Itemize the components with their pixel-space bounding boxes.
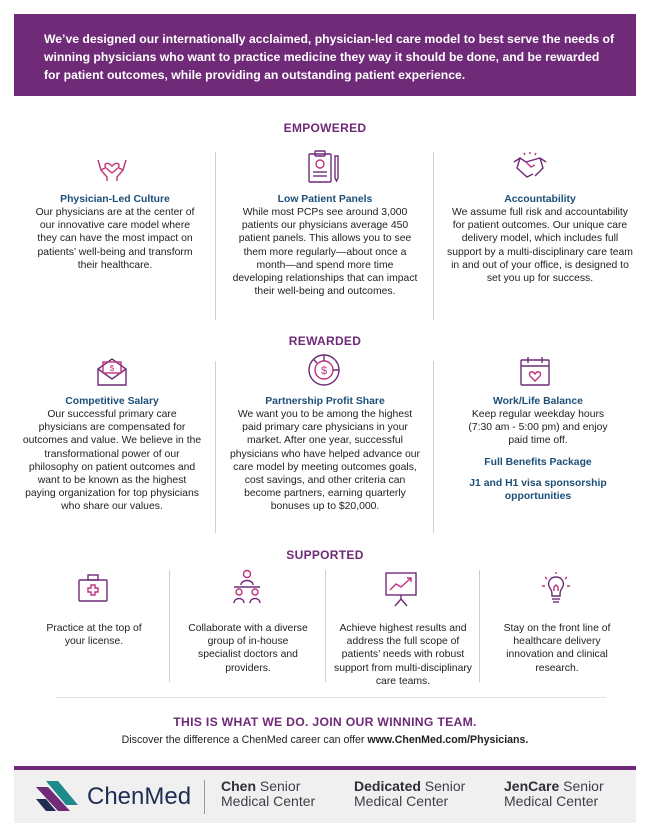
support-innovation (494, 622, 620, 675)
section-title-empowered: EMPOWERED (283, 121, 367, 135)
work-life-balance (466, 395, 610, 503)
body-text: Stay on the front line of healthcare delivery innovation and clinical research. (503, 623, 611, 674)
physician-led-culture (34, 193, 196, 272)
support-license (36, 622, 152, 648)
brand-suffix: Senior (256, 778, 301, 794)
section-title-rewarded: REWARDED (288, 334, 362, 348)
handshake-icon (513, 152, 547, 182)
support-collaborate (186, 622, 310, 675)
divider (204, 780, 205, 814)
svg-text:$: $ (109, 364, 115, 373)
accountability (446, 193, 634, 285)
clipboard-pen-icon (307, 150, 341, 184)
envelope-money-icon (96, 355, 128, 387)
body-text: While most PCPs see around 3,000 patients our physicians average 450 patient panels. This allows you to see them more regularly—about once a month—and spend more time developing relationships that can impact their well-being and outcomes. (232, 207, 418, 298)
brand-line2: Medical Center (221, 793, 316, 809)
lightbulb-icon (540, 571, 572, 607)
brand-line2: Medical Center (504, 793, 599, 809)
cta-text (0, 734, 650, 746)
brand-name: Chen (221, 778, 256, 794)
group-meeting-icon (230, 569, 264, 605)
hands-heart-icon (95, 152, 129, 182)
divider (479, 570, 480, 682)
body-text: We assume full risk and accountability for patient outcomes. Our unique care delivery model, which includes full support by a multi-disciplinary care team in and out of your office, is designed to set you up for success. (447, 207, 633, 285)
chenmed-logo-mark (34, 777, 82, 817)
intro-banner (14, 14, 636, 96)
footer-brands (14, 766, 636, 823)
visa-heading: J1 and H1 visa sponsorship opportunities (469, 477, 607, 502)
body-text: Our physicians are at the center of our innovative care model where they can have the most impact on patients’ well-being and transform their healthcare. (35, 207, 195, 271)
divider (215, 152, 216, 320)
brand-dedicated-senior (354, 779, 465, 809)
divider (56, 697, 606, 698)
medical-kit-icon (77, 573, 109, 603)
divider (169, 570, 170, 682)
dollar-pie-icon (307, 353, 341, 387)
support-results (334, 622, 472, 688)
brand-name: JenCare (504, 778, 560, 794)
body-text: We want you to be among the highest paid primary care physicians in your market. After one year, successful physicians who have helped advance our care model by meeting outcomes goals, cost savings, and other criteria can become partners, earning quarterly bonuses up to $20,000. (229, 409, 421, 513)
heading: Competitive Salary (65, 396, 159, 407)
body-text: Achieve highest results and address the full scope of patients’ needs with robust support from multi-disciplinary care teams. (334, 623, 473, 687)
brand-line2: Medical Center (354, 793, 449, 809)
partnership-profit-share (229, 395, 421, 514)
careers-link[interactable]: www.ChenMed.com/Physicians. (367, 734, 529, 746)
svg-text:$: $ (320, 365, 328, 377)
body-text: Practice at the top of your license. (46, 623, 142, 648)
section-title-supported: SUPPORTED (286, 548, 364, 562)
heading: Physician-Led Culture (60, 194, 170, 205)
intro-text: We’ve designed our internationally acclaimed, physician-led care model to best serve the needs of winning physicians who want to practice medicine they way it should be done, and be rewarded for patient outcomes, while providing an outstanding patient experience. (44, 32, 615, 82)
body-text: Our successful primary care physicians are compensated for outcomes and value. We believe in the transformational power of our philosophy on patient outcomes and want to be known as the highest paying organization for top physicians who share our values. (22, 409, 202, 513)
calendar-heart-icon (519, 355, 551, 387)
divider (433, 152, 434, 320)
heading: Partnership Profit Share (265, 396, 385, 407)
divider (325, 570, 326, 682)
cta-title: THIS IS WHAT WE DO. JOIN OUR WINNING TEAM. (173, 715, 477, 729)
heading: Work/Life Balance (493, 396, 583, 407)
brand-chen-senior (221, 779, 315, 809)
brand-name: Dedicated (354, 778, 421, 794)
brand-suffix: Senior (420, 778, 466, 794)
body-text: Keep regular weekday hours (7:30 am - 5:00 pm) and enjoy paid time off. (468, 409, 608, 447)
body-text: Collaborate with a diverse group of in-house specialist doctors and providers. (188, 623, 308, 674)
benefits-heading: Full Benefits Package (484, 456, 592, 468)
divider (215, 361, 216, 533)
heading: Low Patient Panels (277, 194, 373, 205)
cta-body: Discover the difference a ChenMed career can offer (121, 734, 368, 746)
presentation-chart-icon (384, 571, 418, 607)
brand-jencare-senior (504, 779, 604, 809)
divider (433, 361, 434, 533)
low-patient-panels (232, 193, 418, 298)
chenmed-logo-text: ChenMed (87, 783, 192, 810)
competitive-salary (22, 395, 202, 514)
brand-suffix: Senior (559, 778, 604, 794)
heading: Accountability (504, 194, 576, 205)
